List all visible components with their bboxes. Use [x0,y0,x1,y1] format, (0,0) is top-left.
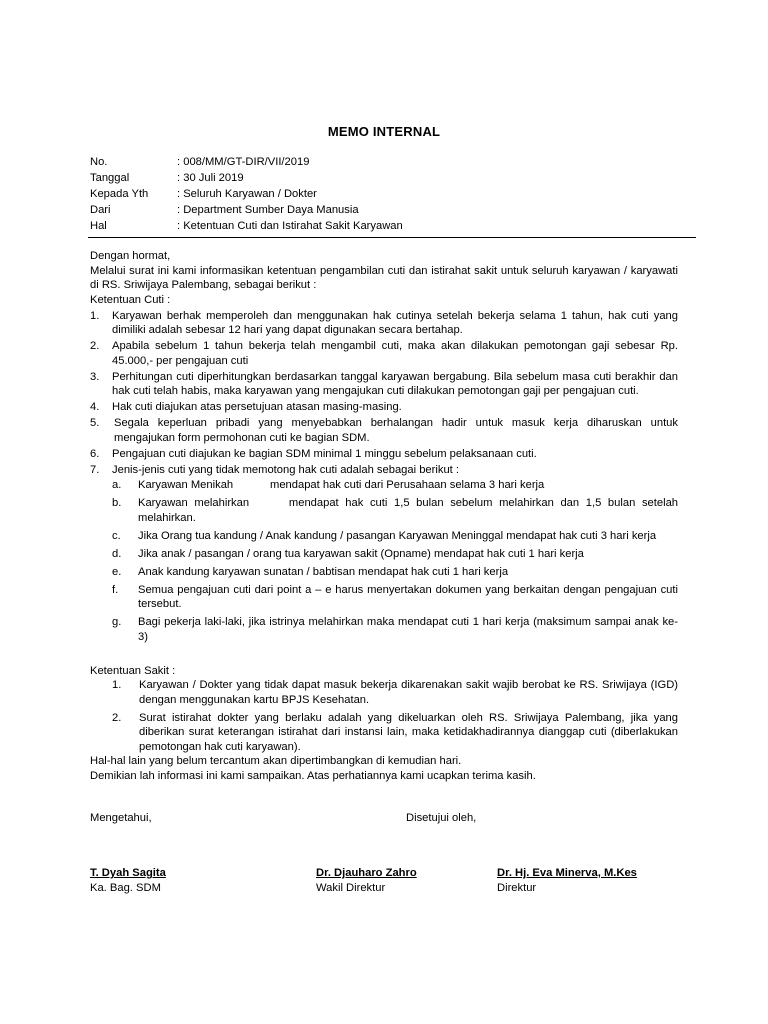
item-letter: c. [112,529,121,542]
item-text: Apabila sebelum 1 tahun bekerja telah mengambil cuti, maka akan dilakukan pemotongan gaji sebesar Rp. 45.000,- per pengajuan cuti [112,340,678,367]
signatory-name: Dr. Djauharo Zahro [316,867,417,879]
leave-item [90,447,678,462]
item-text: Jika Orang tua kandung / Anak kandung / pasangan Karyawan Meninggal mendapat hak cuti 3 hari kerja [138,529,657,542]
item-text: Anak kandung karyawan sunatan / babtisan mendapat hak cuti 1 hari kerja [138,565,509,578]
leave-list [90,309,678,645]
leave-type-item [112,565,678,580]
leave-item [90,309,678,338]
signatory-role: Wakil Direktur [316,882,386,894]
item-letter: g. [112,616,122,628]
header-divider [88,237,696,238]
item-text: Karyawan berhak memperoleh dan menggunakan hak cutinya setelah bekerja selama 1 tahun, hak cuti yang dimiliki adalah sebesar 12 hari yang dapat digunakan secara bertahap. [112,309,678,336]
leave-item [90,416,678,445]
closing-line: Hal-hal lain yang belum tercantum akan dipertimbangkan di kemudian hari. [90,755,462,767]
header-row-recipient [90,186,403,202]
item-number: 1. [112,679,122,691]
leave-type-item [112,583,678,612]
closing-line: Demikian lah informasi ini kami sampaikan. Atas perhatiannya kami ucapkan terima kasih. [90,769,536,782]
item-letter: d. [112,547,122,560]
header-row-date [90,170,403,186]
sick-heading: Ketentuan Sakit : [90,664,176,677]
leave-type-item [112,496,678,525]
item-text: Bagi pekerja laki-laki, jika istrinya melahirkan maka mendapat cuti 1 hari kerja (maksimum sampai anak ke-3) [138,616,678,643]
header-label: Hal [90,220,107,232]
item-number: 6. [90,447,100,460]
item-number: 3. [90,370,100,383]
header-label: Dari [90,204,111,216]
leave-type-item [112,615,678,644]
item-letter: f. [112,583,119,596]
header-label: Kepada Yth [90,188,149,200]
signatory-role: Direktur [497,882,537,894]
item-number: 4. [90,401,100,413]
leave-item [90,463,678,478]
header-value: : Ketentuan Cuti dan Istirahat Sakit Karyawan [177,220,403,232]
item-text: Hak cuti diajukan atas persetujuan atasan masing-masing. [112,401,402,413]
item-text: mendapat hak cuti dari Perusahaan selama 3 hari kerja [270,479,545,491]
item-text: Jika anak / pasangan / orang tua karyawan sakit (Opname) mendapat hak cuti 1 hari kerja [138,547,584,560]
signatory-name: Dr. Hj. Eva Minerva, M.Kes [497,867,637,879]
leave-type-item [112,478,678,493]
header-value: : 008/MM/GT-DIR/VII/2019 [177,156,310,168]
sick-item [112,711,678,755]
leave-type-item [112,529,678,544]
item-number: 5. [90,417,100,429]
header-value: : Department Sumber Daya Manusia [177,204,359,216]
header-label: No. [90,156,108,168]
intro-paragraph: Melalui surat ini kami informasikan ketentuan pengambilan cuti dan istirahat sakit untuk seluruh karyawan / karyawati di RS. Sriwijaya Palembang, sebagai berikut : [90,264,678,291]
item-text: Pengajuan cuti diajukan ke bagian SDM minimal 1 minggu sebelum pelaksanaan cuti. [112,447,537,460]
memo-header [90,154,403,234]
item-text: Karyawan / Dokter yang tidak dapat masuk bekerja dikarenakan sakit wajib berobat ke RS. Sriwijaya (IGD) dengan menggunakan kartu BPJS Kesehatan. [139,679,678,706]
leave-types-list [112,478,678,644]
header-row-subject [90,218,403,234]
leave-heading: Ketentuan Cuti : [90,293,171,306]
leave-type-item [112,547,678,562]
item-text: Semua pengajuan cuti dari point a – e harus menyertakan dokumen yang berkaitan dengan pengajuan cuti tersebut. [138,583,678,610]
memo-body [90,249,678,783]
header-value: : 30 Juli 2019 [177,172,244,184]
header-label: Tanggal [90,172,130,184]
item-letter: e. [112,565,122,578]
header-row-sender [90,202,403,218]
item-number: 1. [90,309,100,322]
sick-list [112,678,678,754]
leave-item [90,400,678,415]
header-value: : Seluruh Karyawan / Dokter [177,188,317,200]
item-letter: b. [112,497,122,509]
acknowledged-label: Mengetahui, [90,812,152,824]
item-letter: a. [112,479,122,491]
item-text: Perhitungan cuti diperhitungkan berdasarkan tanggal karyawan bergabung. Bila sebelum masa cuti berakhir dan hak cuti telah habis, maka karyawan yang mengajukan cuti dilakukan pemotongan gaji per pengajuan cuti. [112,370,678,397]
leave-type-label: Karyawan Menikah [138,479,234,491]
signatory-name: T. Dyah Sagita [90,867,166,879]
header-row-number [90,154,403,170]
approved-label: Disetujui oleh, [406,812,477,824]
greeting: Dengan hormat, [90,250,171,262]
item-number: 2. [90,340,100,352]
item-text: Jenis-jenis cuti yang tidak memotong hak cuti adalah sebagai berikut : [112,463,460,476]
memo-title: MEMO INTERNAL [327,124,441,139]
item-number: 7. [90,463,100,476]
signatory-role: Ka. Bag. SDM [90,882,161,894]
item-text: mendapat hak cuti 1,5 bulan sebelum melahirkan dan 1,5 bulan setelah melahirkan. [138,497,679,524]
sick-item [112,678,678,707]
item-text: Segala keperluan pribadi yang menyebabkan berhalangan hadir untuk masuk kerja diharuskan untuk mengajukan form permohonan cuti ke bagian SDM. [114,417,678,444]
item-text: Surat istirahat dokter yang berlaku adalah yang dikeluarkan oleh RS. Sriwijaya Palembang, jika yang diberikan surat keterangan istirahat dari instansi lain, maka ketidakhadirannya dianggap cuti (diberlakukan pemotongan hak cuti karyawan). [139,711,678,753]
leave-type-label: Karyawan melahirkan [138,497,250,509]
leave-item [90,370,678,399]
leave-item [90,339,678,368]
item-number: 2. [112,711,122,724]
